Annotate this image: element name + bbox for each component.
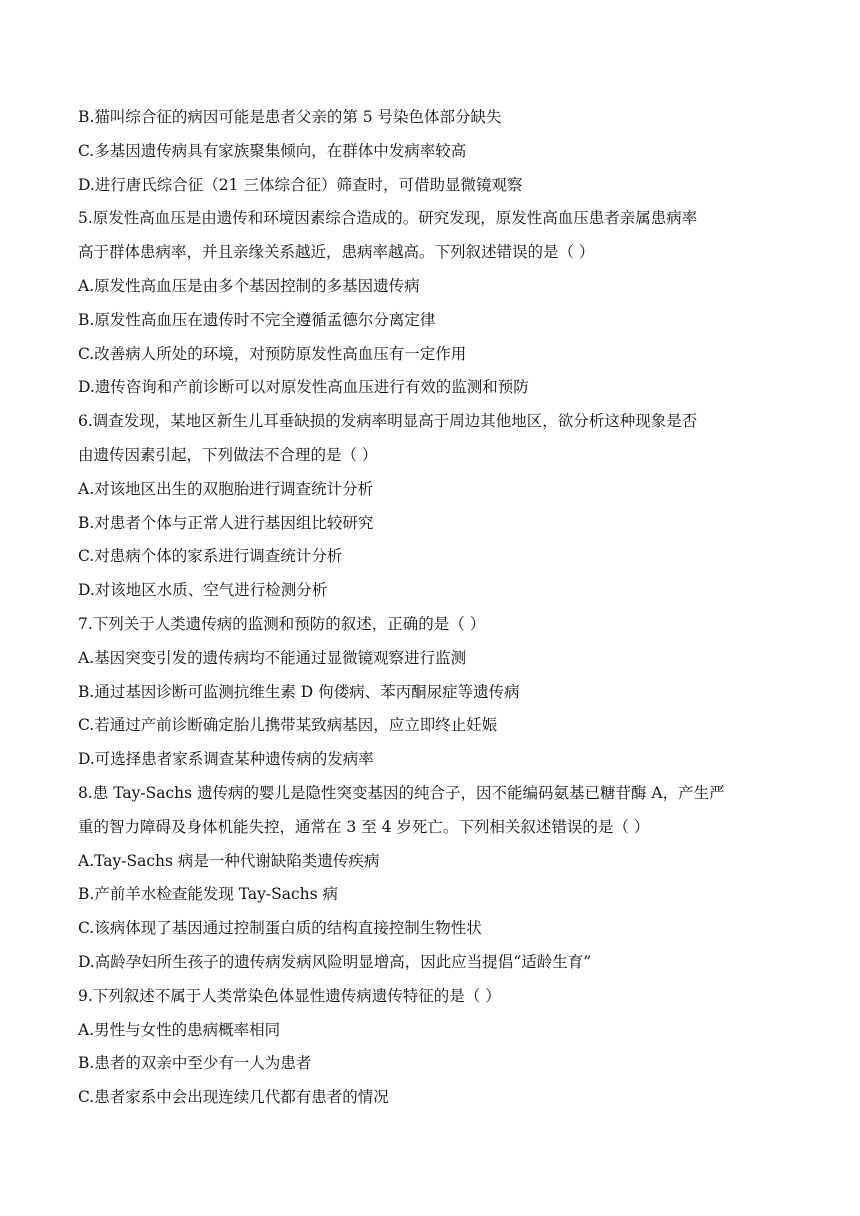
option-d-q8: D.高龄孕妇所生孩子的遗传病发病风险明显增高，因此应当提倡“适龄生育” [78, 952, 592, 971]
option-c-q8: C.该病体现了基因通过控制蛋白质的结构直接控制生物性状 [78, 919, 482, 938]
option-a-q8: A.Tay-Sachs 病是一种代谢缺陷类遗传疾病 [78, 851, 380, 870]
option-c-q9: C.患者家系中会出现连续几代都有患者的情况 [78, 1088, 389, 1107]
option-b-q8: B.产前羊水检查能发现 Tay-Sachs 病 [78, 885, 339, 904]
option-d-q4: D.进行唐氏综合征（21 三体综合征）筛查时，可借助显微镜观察 [78, 175, 523, 194]
question-5-stem-line-2: 高于群体患病率，并且亲缘关系越近，患病率越高。下列叙述错误的是（ ） [78, 243, 595, 262]
question-7-stem: 7.下列关于人类遗传病的监测和预防的叙述，正确的是（ ） [78, 614, 486, 633]
option-a-q7: A.基因突变引发的遗传病均不能通过显微镜观察进行监测 [78, 648, 467, 667]
question-8-stem-line-1: 8.患 Tay-Sachs 遗传病的婴儿是隐性突变基因的纯合子，因不能编码氨基已糖苷酶 A，产生严 [78, 783, 725, 802]
option-a-q5: A.原发性高血压是由多个基因控制的多基因遗传病 [78, 276, 420, 295]
option-c-q7: C.若通过产前诊断确定胎儿携带某致病基因，应立即终止妊娠 [78, 716, 498, 735]
option-d-q6: D.对该地区水质、空气进行检测分析 [78, 581, 328, 600]
question-text-block [78, 101, 783, 1115]
question-5-stem-line-1: 5.原发性高血压是由遗传和环境因素综合造成的。研究发现，原发性高血压患者亲属患病率 [78, 209, 698, 228]
question-6-stem-line-1: 6.调查发现，某地区新生儿耳垂缺损的发病率明显高于周边其他地区，欲分析这种现象是否 [78, 412, 698, 431]
option-b-q7: B.通过基因诊断可监测抗维生素 D 佝偻病、苯丙酮尿症等遗传病 [78, 682, 520, 701]
option-b-q5: B.原发性高血压在遗传时不完全遵循孟德尔分离定律 [78, 310, 436, 329]
option-d-q5: D.遗传咨询和产前诊断可以对原发性高血压进行有效的监测和预防 [78, 378, 529, 397]
option-b-q6: B.对患者个体与正常人进行基因组比较研究 [78, 513, 374, 532]
question-9-stem: 9.下列叙述不属于人类常染色体显性遗传病遗传特征的是（ ） [78, 986, 501, 1005]
option-c-q5: C.改善病人所处的环境，对预防原发性高血压有一定作用 [78, 344, 467, 363]
option-c-q6: C.对患病个体的家系进行调查统计分析 [78, 547, 343, 566]
question-8-stem-line-2: 重的智力障碍及身体机能失控，通常在 3 至 4 岁死亡。下列相关叙述错误的是（ ） [78, 817, 650, 836]
option-b-q4: B.猫叫综合征的病因可能是患者父亲的第 5 号染色体部分缺失 [78, 108, 502, 126]
question-6-stem-line-2: 由遗传因素引起，下列做法不合理的是（ ） [78, 445, 378, 464]
option-a-q6: A.对该地区出生的双胞胎进行调查统计分析 [78, 479, 374, 498]
option-d-q7: D.可选择患者家系调查某种遗传病的发病率 [78, 750, 374, 769]
option-a-q9: A.男性与女性的患病概率相同 [78, 1020, 281, 1039]
option-b-q9: B.患者的双亲中至少有一人为患者 [78, 1054, 312, 1073]
option-c-q4: C.多基因遗传病具有家族聚集倾向，在群体中发病率较高 [78, 141, 467, 160]
